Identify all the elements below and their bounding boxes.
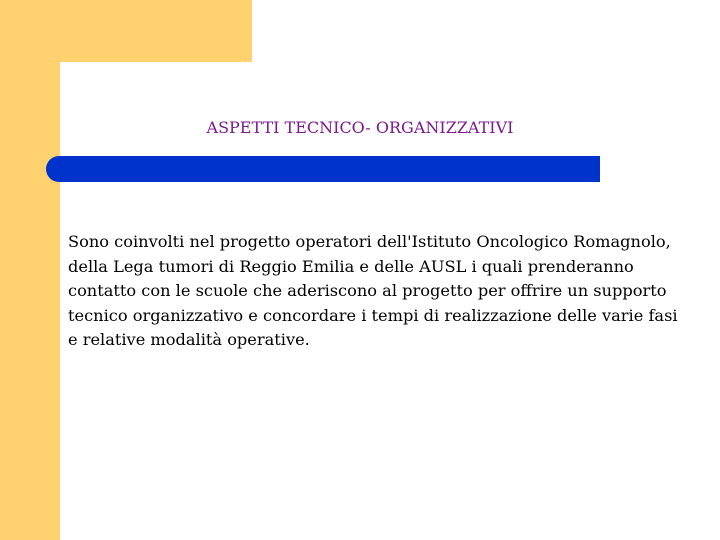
top-accent-band xyxy=(0,0,252,62)
title-underline-bar xyxy=(46,156,600,182)
accent-corner-curve xyxy=(60,62,82,84)
slide-body-text: Sono coinvolti nel progetto operatori dell'Istituto Oncologico Romagnolo, della Lega tumori di Reggio Emilia e delle AUSL i quali prenderanno contatto con le scuole che aderiscono al progetto per offrire un supporto tecnico organizzativo e concordare i tempi di realizzazione delle varie fasi e relative modalità operative. xyxy=(68,232,678,349)
slide-title: ASPETTI TECNICO- ORGANIZZATIVI xyxy=(206,118,514,137)
left-accent-band xyxy=(0,0,60,540)
